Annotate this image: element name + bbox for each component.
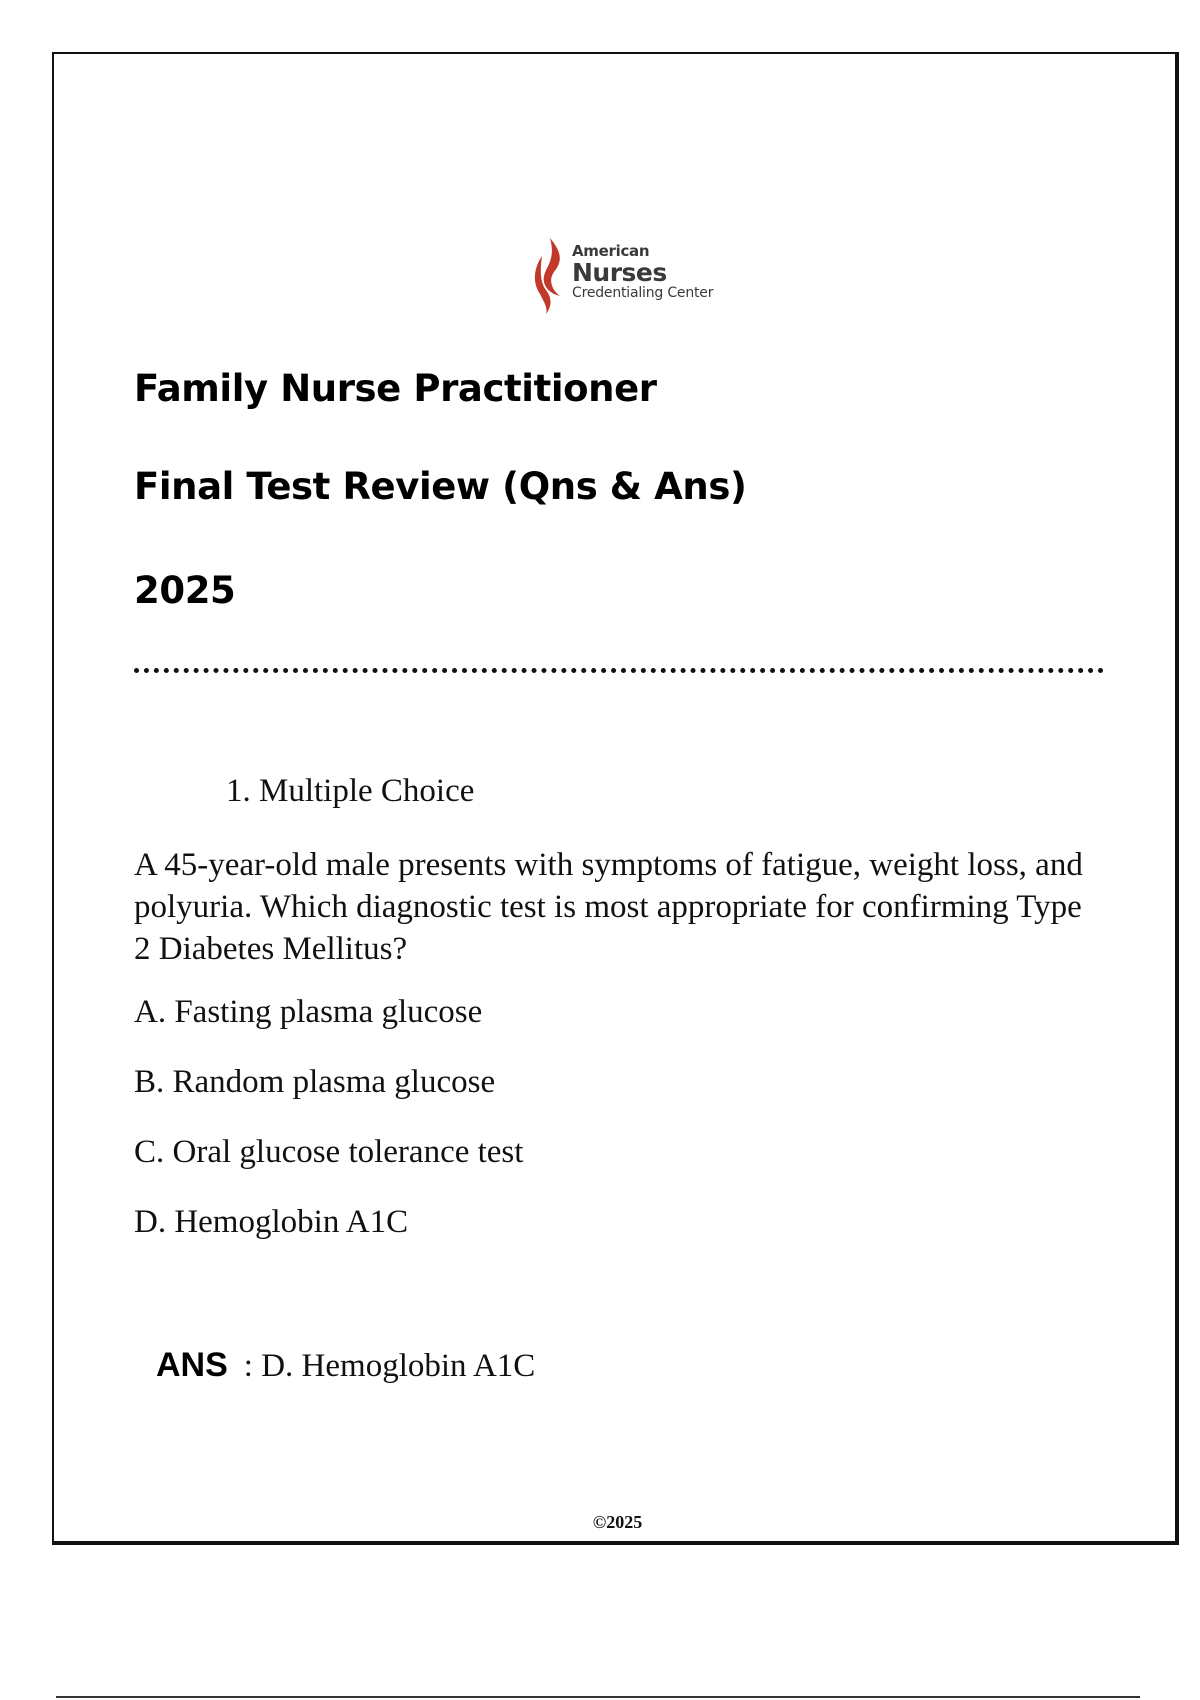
logo-wordmark: [572, 244, 713, 300]
answer-line: [156, 1348, 535, 1383]
answer-options: [134, 996, 523, 1276]
option-d: D. Hemoglobin A1C: [134, 1204, 409, 1240]
ancc-logo: [530, 236, 730, 316]
document-year: 2025: [134, 569, 236, 612]
flame-icon: [530, 236, 570, 316]
bottom-divider: [56, 1696, 1140, 1698]
question-text: A 45-year-old male presents with symptoms of fatigue, weight loss, and polyuria. Which diagnostic test is most appropriate for confirming Type 2 Diabetes Mellitus?: [134, 847, 1083, 967]
document-title: Family Nurse Practitioner: [134, 367, 657, 410]
answer-separator: :: [243, 1348, 253, 1384]
copyright-notice: ©2025: [592, 1512, 643, 1532]
logo-line-credentialing: Credentialing Center: [572, 285, 714, 301]
question-section-label: 1. Multiple Choice: [226, 773, 475, 809]
document-subtitle: Final Test Review (Qns & Ans): [134, 465, 747, 508]
answer-value: D. Hemoglobin A1C: [261, 1348, 536, 1384]
answer-label: ANS: [156, 1346, 228, 1384]
logo-line-american: American: [572, 242, 650, 260]
option-a: A. Fasting plasma glucose: [134, 994, 483, 1030]
dotted-divider: [134, 668, 1104, 673]
option-b: B. Random plasma glucose: [134, 1064, 496, 1100]
option-c: C. Oral glucose tolerance test: [134, 1134, 524, 1170]
logo-line-nurses: Nurses: [572, 258, 667, 287]
